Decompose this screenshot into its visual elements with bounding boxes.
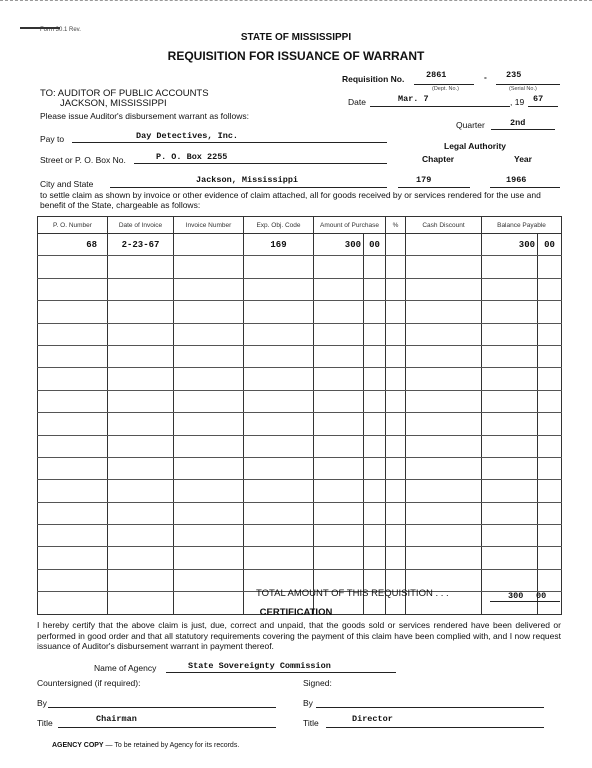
col-invoice-number: Invoice Number	[174, 217, 244, 234]
title-line-left	[58, 727, 276, 728]
by-line-right	[316, 707, 544, 708]
table-row	[38, 390, 562, 412]
year-authority-label: Year	[514, 154, 532, 164]
table-row	[38, 435, 562, 457]
address-instruction: Please issue Auditor's disbursement warrant as follows:	[40, 111, 250, 121]
requisition-label: Requisition No.	[342, 74, 405, 84]
title-label-right: Title	[303, 718, 319, 728]
title-label-left: Title	[37, 718, 53, 728]
table-row	[38, 480, 562, 502]
row-amount-dollars: 300	[314, 234, 364, 256]
col-amount-of-purchase: Amount of Purchase	[314, 217, 386, 234]
chapter-line	[398, 187, 470, 188]
pay-to-line	[72, 142, 387, 143]
city-label: City and State	[40, 179, 94, 189]
title-value-right: Director	[352, 714, 393, 724]
table-row	[38, 323, 562, 345]
by-label-right: By	[303, 698, 313, 708]
title-value-left: Chairman	[96, 714, 137, 724]
footer-text: — To be retained by Agency for its records.	[103, 742, 240, 749]
col-exp-obj-code: Exp. Obj. Code	[244, 217, 314, 234]
total-label: TOTAL AMOUNT OF THIS REQUISITION . . .	[256, 588, 449, 599]
tear-line	[0, 0, 592, 1]
table-row	[38, 301, 562, 323]
authority-year-value: 1966	[506, 175, 527, 185]
authority-year-line	[490, 187, 560, 188]
col-po-number: P. O. Number	[38, 217, 108, 234]
table-row	[38, 256, 562, 278]
signed-label: Signed:	[303, 678, 332, 688]
col-date-of-invoice: Date of Invoice	[108, 217, 174, 234]
form-number-mark	[20, 27, 60, 29]
table-row	[38, 502, 562, 524]
serial-number: 235	[506, 70, 522, 80]
table-row	[38, 457, 562, 479]
pay-to-value: Day Detectives, Inc.	[136, 131, 239, 141]
row-amount-cents: 00	[364, 234, 386, 256]
table-header-row	[38, 217, 562, 234]
dept-no-line	[414, 84, 474, 85]
table-row	[38, 525, 562, 547]
dept-no-caption: (Dept. No.)	[432, 86, 459, 92]
form-number: Form 30.1 Rev.	[40, 27, 81, 33]
col-cash-discount: Cash Discount	[406, 217, 482, 234]
chapter-label: Chapter	[422, 154, 455, 164]
row-po-number: 68	[38, 234, 108, 256]
settle-instruction: to settle claim as shown by invoice or other evidence of claim attached, all for goods received by or services rendered for the use and benefit of the State, chargeable as follows:	[40, 190, 541, 210]
city-line	[110, 187, 387, 188]
street-value: P. O. Box 2255	[156, 152, 228, 162]
col-percent: %	[386, 217, 406, 234]
row-balance-dollars: 300	[482, 234, 538, 256]
agency-value: State Sovereignty Commission	[188, 661, 331, 671]
serial-no-line	[496, 84, 560, 85]
footer-note	[52, 742, 239, 749]
title-line-right	[326, 727, 544, 728]
date-value: Mar. 7	[398, 94, 429, 104]
total-dollars: 300	[508, 591, 524, 601]
state-title: STATE OF MISSISSIPPI	[240, 32, 352, 43]
row-exp-obj-code: 169	[244, 234, 314, 256]
serial-no-caption: (Serial No.)	[509, 86, 537, 92]
by-line-left	[48, 707, 276, 708]
row-invoice-number	[174, 234, 244, 256]
total-line	[490, 601, 560, 602]
date-label: Date	[348, 97, 366, 107]
year-line	[528, 106, 558, 107]
table-row	[38, 547, 562, 569]
table-row	[38, 368, 562, 390]
col-balance-payable: Balance Payable	[482, 217, 562, 234]
charges-table	[37, 216, 562, 615]
agency-line	[166, 672, 396, 673]
row-balance-cents: 00	[538, 234, 562, 256]
row-percent	[386, 234, 406, 256]
certification-text: I hereby certify that the above claim is just, due, correct and unpaid, that the goods sold or services rendered have been delivered or performed in good order and that all statutory requirements covering the payment of this claim have been complied with, and I now request issuance of Auditor's disbursement warrant in payment thereof.	[37, 620, 561, 651]
pay-to-label: Pay to	[40, 134, 65, 144]
certification-title: CERTIFICATION	[259, 607, 333, 618]
year-prefix: , 19	[510, 97, 525, 107]
city-value: Jackson, Mississippi	[196, 175, 299, 185]
row-cash-discount	[406, 234, 482, 256]
street-label: Street or P. O. Box No.	[40, 155, 126, 165]
total-cents: 00	[536, 591, 547, 601]
countersigned-label: Countersigned (if required):	[37, 678, 141, 688]
table-row	[38, 278, 562, 300]
agency-label: Name of Agency	[94, 663, 157, 673]
dept-number: 2861	[426, 70, 447, 80]
address-line-2: JACKSON, MISSISSIPPI	[60, 98, 167, 109]
street-line	[134, 163, 387, 164]
year-value: 67	[533, 94, 544, 104]
date-line	[370, 106, 510, 107]
row-date-of-invoice: 2-23-67	[108, 234, 174, 256]
address-line-1: TO: AUDITOR OF PUBLIC ACCOUNTS	[40, 88, 209, 99]
footer-agency-copy: AGENCY COPY	[52, 742, 104, 749]
chapter-value: 179	[416, 175, 432, 185]
quarter-value: 2nd	[510, 118, 526, 128]
legal-authority-title: Legal Authority	[444, 141, 507, 151]
table-row	[38, 345, 562, 367]
requisition-dash: -	[484, 72, 487, 82]
table-row	[38, 234, 562, 256]
quarter-line	[491, 129, 555, 130]
quarter-label: Quarter	[456, 120, 485, 130]
table-row	[38, 413, 562, 435]
by-label-left: By	[37, 698, 47, 708]
form-title: REQUISITION FOR ISSUANCE OF WARRANT	[167, 49, 425, 63]
